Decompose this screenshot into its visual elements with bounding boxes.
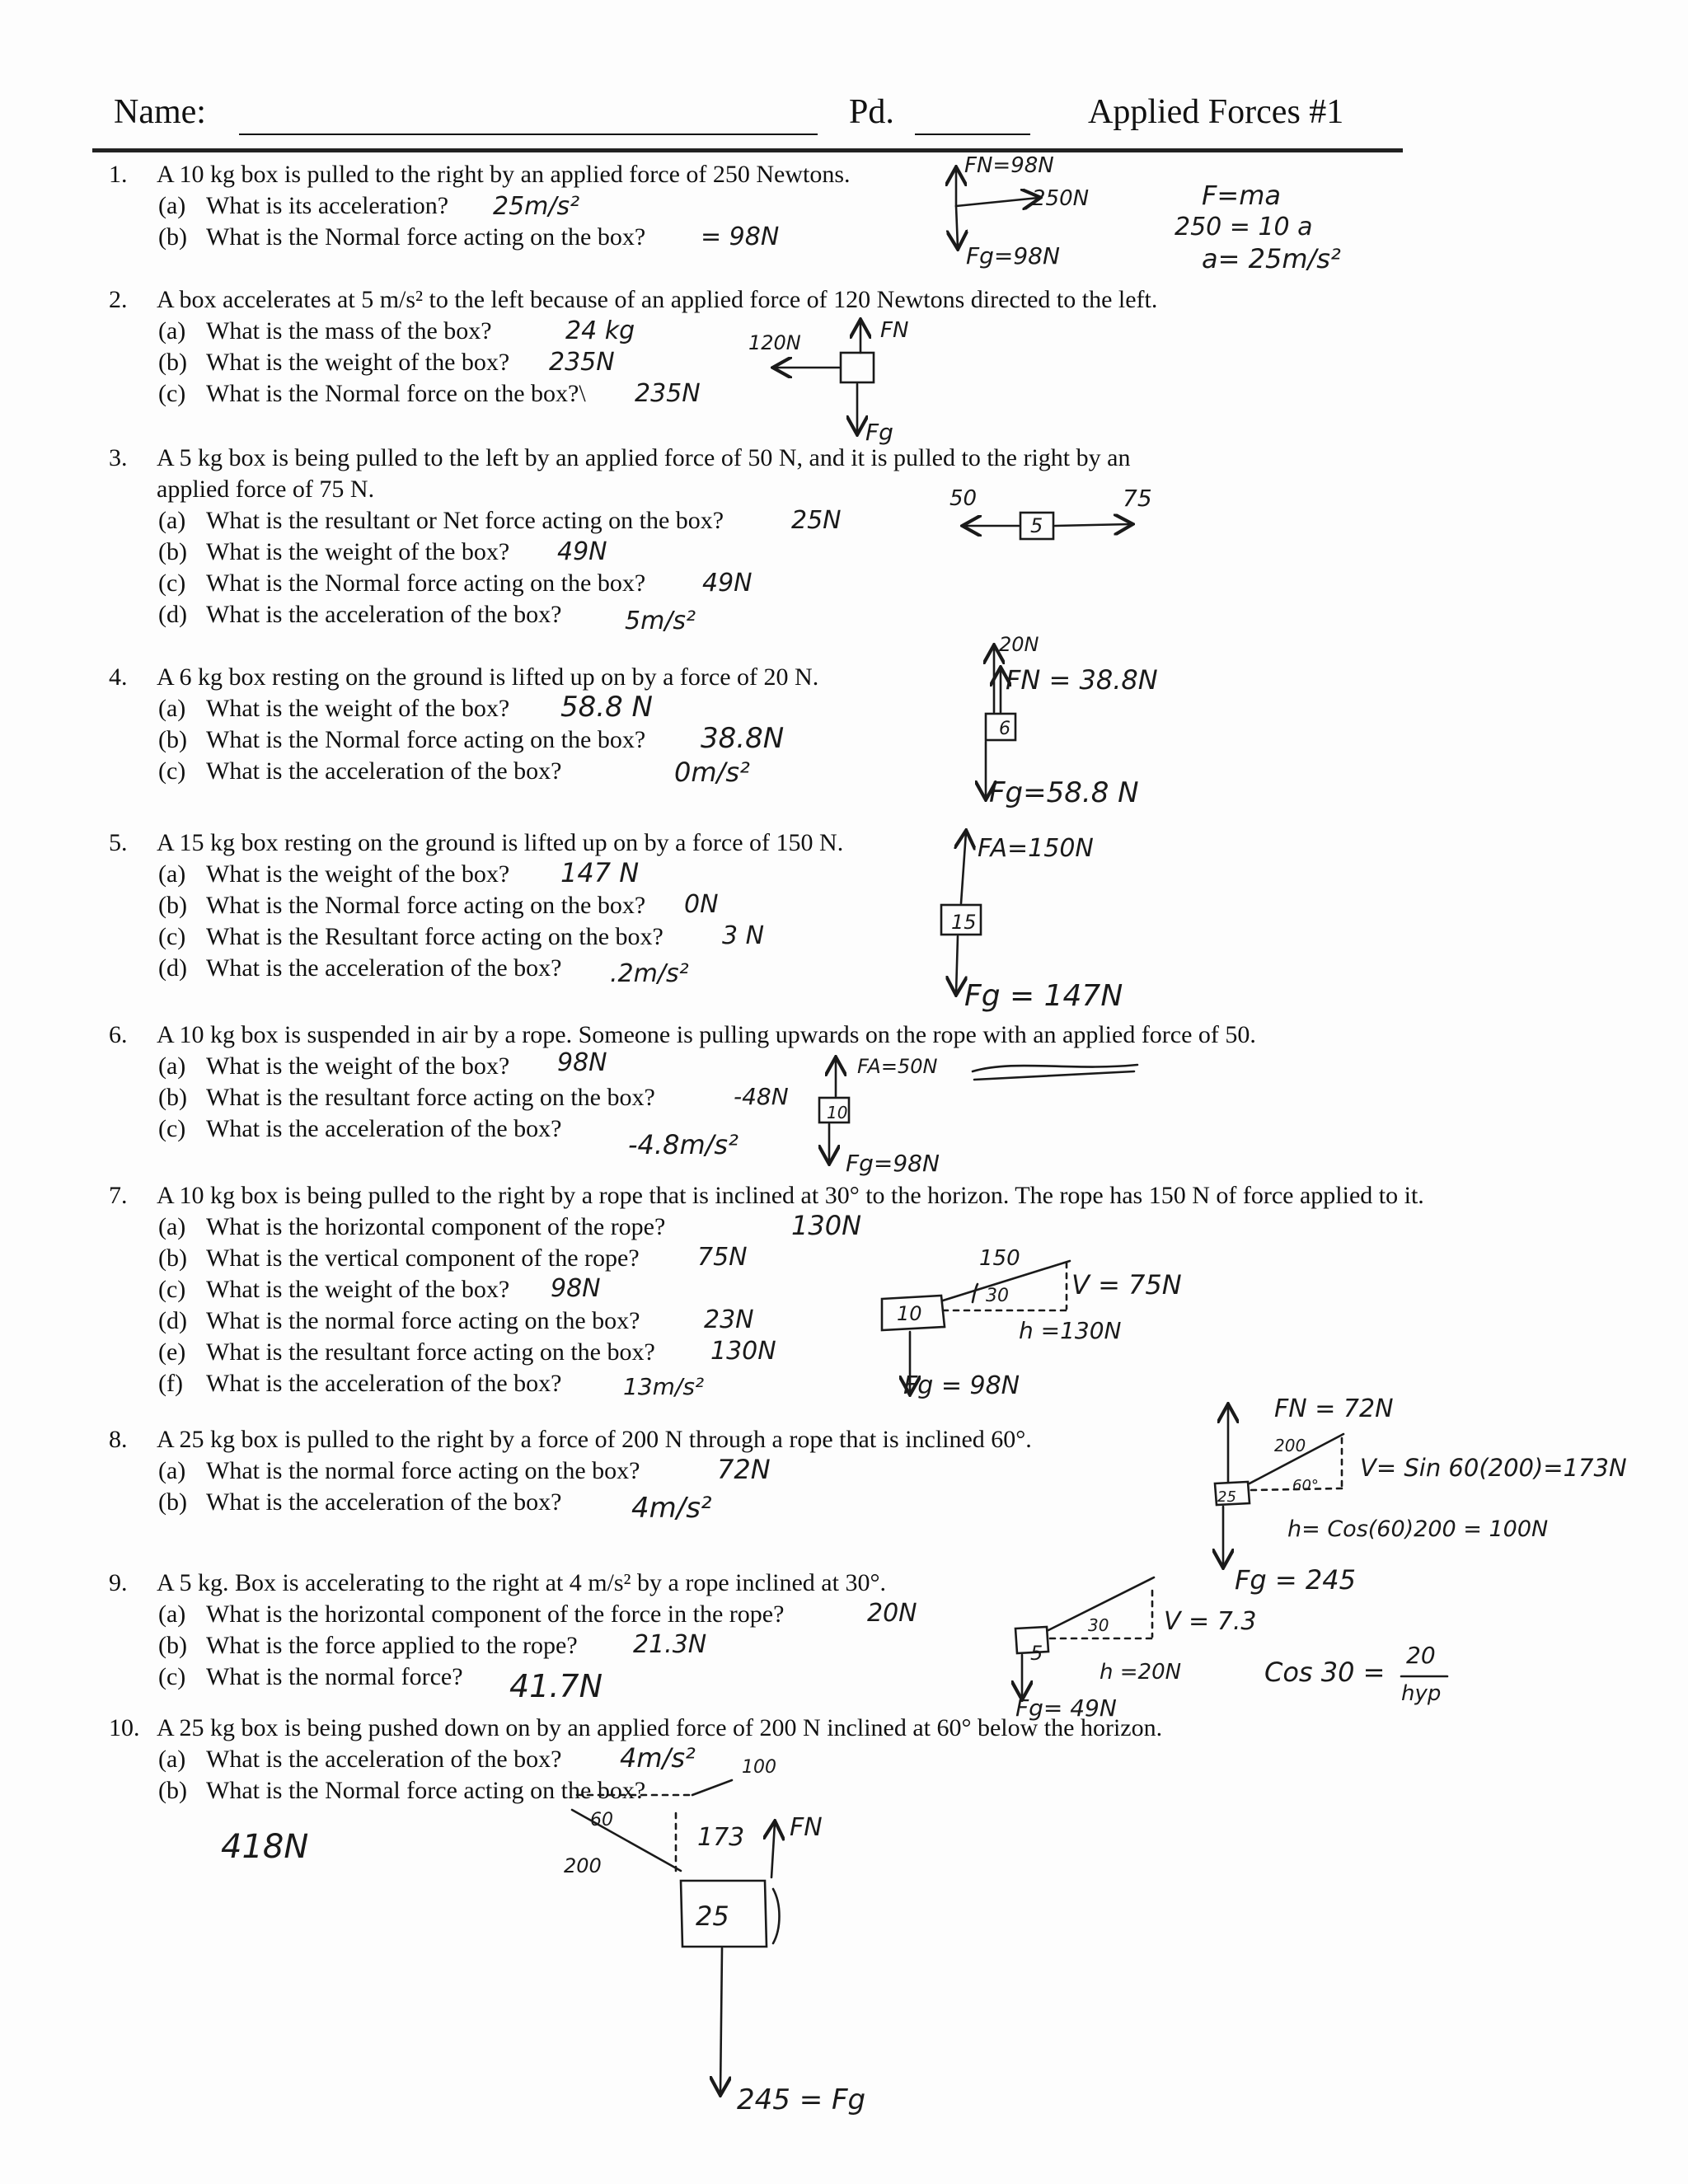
q10-normal-force-note: FN	[790, 1813, 823, 1842]
q4-box-mass-note: 6	[999, 719, 1010, 739]
q10-gravity-arrow	[720, 1948, 722, 2093]
q9-cosine-note: Cos 30 =	[1264, 1657, 1386, 1688]
question-7f-label: (f)	[158, 1370, 183, 1397]
answer-3c: 49N	[702, 569, 753, 598]
q8-rope-force-note: 200	[1274, 1436, 1306, 1455]
question-6a-label: (a)	[158, 1052, 186, 1080]
answer-5a: 147 N	[560, 857, 640, 888]
answer-7f: 13m/s²	[623, 1373, 705, 1400]
q10-box-mass-note: 25	[696, 1900, 729, 1932]
question-4c-label: (c)	[158, 757, 186, 785]
q1-normal-force-note: FN=98N	[964, 153, 1054, 178]
question-10a-text: What is the acceleration of the box?	[206, 1746, 562, 1773]
q4-normal-force-note: FN = 38.8N	[1006, 664, 1158, 696]
question-8a-text: What is the normal force acting on the box?	[206, 1457, 640, 1484]
question-7d-text: What is the normal force acting on the box?	[206, 1307, 640, 1334]
answer-2c: 235N	[635, 379, 701, 408]
question-4-text: A 6 kg box resting on the ground is lifted up on by a force of 20 N.	[157, 663, 819, 691]
q1-applied-arrow	[956, 198, 1039, 206]
answer-10b: 418N	[221, 1828, 309, 1866]
question-8b-label: (b)	[158, 1488, 187, 1516]
q10-horizontal-line	[692, 1780, 732, 1795]
q4-applied-force-note: 20N	[999, 633, 1039, 656]
question-6-number: 6.	[109, 1021, 128, 1048]
answer-1b: = 98N	[701, 223, 780, 251]
question-3d-label: (d)	[158, 601, 187, 628]
q7-box-mass-note: 10	[897, 1302, 922, 1325]
q10-horizontal-component-note: 100	[742, 1757, 776, 1778]
name-blank[interactable]	[239, 134, 818, 135]
page-title: Applied Forces #1	[1088, 93, 1344, 131]
question-5a-text: What is the weight of the box?	[206, 860, 510, 888]
question-3-number: 3.	[109, 444, 128, 471]
question-7a-label: (a)	[158, 1213, 186, 1240]
answer-9b: 21.3N	[633, 1630, 707, 1659]
q8-angle-note: 60°	[1292, 1477, 1319, 1494]
question-2a-text: What is the mass of the box?	[206, 317, 492, 344]
question-4a-label: (a)	[158, 695, 186, 722]
question-10-text: A 25 kg box is being pushed down on by an applied force of 200 N inclined at 60° below the horizon.	[157, 1714, 1163, 1741]
question-4-number: 4.	[109, 663, 128, 691]
question-3d-text: What is the acceleration of the box?	[206, 601, 562, 628]
question-7b-label: (b)	[158, 1244, 187, 1272]
q9-box-mass-note: 5	[1030, 1642, 1043, 1665]
question-3-text: A 5 kg box is being pulled to the left by an applied force of 50 N, and it is pulled to the right by an	[157, 444, 1131, 471]
q10-angle-note: 60	[590, 1810, 613, 1830]
question-9c-text: What is the normal force?	[206, 1663, 463, 1690]
answer-7a: 130N	[791, 1210, 862, 1241]
q9-cosine-numerator: 20	[1406, 1642, 1436, 1669]
q5-gravity-arrow	[956, 936, 958, 993]
question-6a-text: What is the weight of the box?	[206, 1052, 510, 1080]
answer-7e: 130N	[710, 1337, 776, 1366]
q7-rope-force-note: 150	[979, 1246, 1020, 1271]
question-8b-text: What is the acceleration of the box?	[206, 1488, 562, 1516]
question-7c-label: (c)	[158, 1276, 186, 1303]
question-5c-text: What is the Resultant force acting on the box?	[206, 923, 663, 950]
q8-horizontal-component-note: h= Cos(60)200 = 100N	[1287, 1516, 1549, 1542]
q7-angle-arc	[973, 1284, 978, 1302]
question-9-number: 9.	[109, 1569, 128, 1596]
answer-7b: 75N	[697, 1243, 748, 1272]
q7-horizontal-component-note: h =130N	[1019, 1317, 1122, 1344]
question-4b-label: (b)	[158, 726, 187, 753]
q6-gravity-note: Fg=98N	[846, 1150, 940, 1177]
question-1b-text: What is the Normal force acting on the box?	[206, 223, 646, 251]
question-7c-text: What is the weight of the box?	[206, 1276, 510, 1303]
question-1a-text: What is its acceleration?	[206, 192, 449, 219]
q10-box-bracket	[773, 1889, 780, 1943]
question-7-text: A 10 kg box is being pulled to the right by a rope that is inclined at 30° to the horizon. The rope has 150 N of force applied to it.	[157, 1182, 1424, 1209]
question-8a-label: (a)	[158, 1457, 186, 1484]
q2-box	[841, 353, 874, 382]
question-7a-text: What is the horizontal component of the rope?	[206, 1213, 666, 1240]
answer-4b: 38.8N	[701, 722, 785, 755]
question-2c-text: What is the Normal force on the box?\	[206, 380, 586, 407]
name-label: Name:	[114, 93, 206, 131]
question-3b-label: (b)	[158, 538, 187, 565]
answer-4a: 58.8 N	[560, 691, 653, 724]
question-3c-label: (c)	[158, 569, 186, 597]
q7-gravity-note: Fg = 98N	[903, 1371, 1020, 1400]
q6-box-mass-note: 10	[827, 1103, 848, 1122]
q1-equation-note: 250 = 10 a	[1175, 213, 1313, 241]
question-10b-label: (b)	[158, 1777, 187, 1804]
q7-angle-note: 30	[986, 1286, 1009, 1306]
question-3b-text: What is the weight of the box?	[206, 538, 510, 565]
q1-gravity-note: Fg=98N	[966, 242, 1060, 269]
question-3c-text: What is the Normal force acting on the box?	[206, 569, 646, 597]
answer-6a: 98N	[557, 1048, 607, 1077]
answer-2a: 24 kg	[565, 316, 635, 345]
question-5b-label: (b)	[158, 892, 187, 919]
q10-gravity-note: 245 = Fg	[737, 2083, 866, 2116]
question-9c-label: (c)	[158, 1663, 186, 1690]
question-9a-text: What is the horizontal component of the force in the rope?	[206, 1601, 785, 1628]
q2-normal-force-note: FN	[880, 318, 909, 343]
q8-normal-force-note: FN = 72N	[1274, 1394, 1394, 1423]
q4-gravity-note: Fg=58.8 N	[989, 776, 1139, 809]
question-3-text-continued: applied force of 75 N.	[157, 476, 375, 503]
question-7-number: 7.	[109, 1182, 128, 1209]
q2-applied-force-note: 120N	[748, 331, 801, 354]
q8-gravity-note: Fg = 245	[1235, 1564, 1356, 1596]
question-5c-label: (c)	[158, 923, 186, 950]
q8-box-mass-note: 25	[1217, 1488, 1236, 1506]
question-1a-label: (a)	[158, 192, 186, 219]
question-5b-text: What is the Normal force acting on the box?	[206, 892, 646, 919]
q1-gravity-arrow	[956, 206, 958, 247]
answer-8a: 72N	[717, 1454, 771, 1485]
answer-7c: 98N	[551, 1274, 601, 1303]
q5-box-mass-note: 15	[951, 911, 977, 934]
question-4b-text: What is the Normal force acting on the box?	[206, 726, 646, 753]
q7-vertical-component-note: V = 75N	[1071, 1269, 1182, 1301]
question-6-text: A 10 kg box is suspended in air by a rope. Someone is pulling upwards on the rope with an applied force of 50.	[157, 1021, 1256, 1048]
q2-gravity-note: Fg	[865, 419, 893, 446]
question-7f-text: What is the acceleration of the box?	[206, 1370, 562, 1397]
answer-5b: 0N	[684, 890, 719, 919]
q10-normal-arrow	[771, 1823, 775, 1877]
q1-applied-force-note: 250N	[1032, 186, 1090, 211]
q6-applied-force-note: FA=50N	[857, 1055, 938, 1078]
question-4c-text: What is the acceleration of the box?	[206, 757, 562, 785]
answer-4c: 0m/s²	[674, 757, 750, 788]
question-1-text: A 10 kg box is pulled to the right by an applied force of 250 Newtons.	[157, 161, 851, 188]
q3-right-force-note: 75	[1123, 485, 1152, 512]
question-7e-label: (e)	[158, 1338, 186, 1366]
answer-10a: 4m/s²	[620, 1742, 696, 1774]
question-10a-label: (a)	[158, 1746, 186, 1773]
answer-5d: .2m/s²	[610, 959, 689, 988]
answer-9c: 41.7N	[509, 1668, 603, 1704]
answer-7d: 23N	[704, 1305, 754, 1334]
question-2c-label: (c)	[158, 380, 186, 407]
q10-vertical-component-note: 173	[697, 1823, 745, 1852]
q9-cosine-denominator: hyp	[1401, 1681, 1442, 1706]
question-2a-label: (a)	[158, 317, 186, 344]
question-2-number: 2.	[109, 286, 128, 313]
question-3a-label: (a)	[158, 507, 186, 534]
q1-equation-note: a= 25m/s²	[1202, 243, 1341, 274]
period-label: Pd.	[849, 93, 894, 131]
question-6b-text: What is the resultant force acting on the box?	[206, 1084, 655, 1111]
question-5d-label: (d)	[158, 954, 187, 982]
q9-gravity-note: Fg= 49N	[1015, 1694, 1117, 1722]
answer-3b: 49N	[557, 537, 607, 566]
question-5d-text: What is the acceleration of the box?	[206, 954, 562, 982]
q9-vertical-component-note: V = 7.3	[1164, 1607, 1257, 1636]
answer-3a: 25N	[791, 506, 842, 535]
q6-scribble	[973, 1065, 1137, 1080]
question-5-text: A 15 kg box resting on the ground is lifted up on by a force of 150 N.	[157, 829, 844, 856]
question-2b-label: (b)	[158, 349, 187, 376]
q1-free-body-diagram	[956, 169, 1039, 247]
question-7e-text: What is the resultant force acting on the box?	[206, 1338, 655, 1366]
question-1b-label: (b)	[158, 223, 187, 251]
question-9a-label: (a)	[158, 1601, 186, 1628]
answer-8b: 4m/s²	[631, 1492, 712, 1525]
question-9b-label: (b)	[158, 1632, 187, 1659]
header-rule	[92, 148, 1403, 152]
q5-gravity-note: Fg = 147N	[964, 979, 1123, 1013]
question-6c-label: (c)	[158, 1115, 186, 1142]
question-6b-label: (b)	[158, 1084, 187, 1111]
question-3a-text: What is the resultant or Net force acting on the box?	[206, 507, 724, 534]
question-7d-label: (d)	[158, 1307, 187, 1334]
answer-9a: 20N	[867, 1599, 917, 1628]
answer-3d: 5m/s²	[625, 607, 696, 635]
question-10b-text: What is the Normal force acting on the box?	[206, 1777, 646, 1804]
q3-left-force-note: 50	[950, 486, 978, 511]
question-6c-text: What is the acceleration of the box?	[206, 1115, 562, 1142]
answer-1a: 25m/s²	[493, 192, 580, 221]
question-8-text: A 25 kg box is pulled to the right by a force of 200 N through a rope that is inclined 60°.	[157, 1426, 1032, 1453]
question-10-number: 10.	[109, 1714, 140, 1741]
period-blank[interactable]	[915, 134, 1030, 135]
answer-6c: -4.8m/s²	[628, 1129, 738, 1160]
q8-vertical-component-note: V= Sin 60(200)=173N	[1360, 1454, 1627, 1482]
answer-5c: 3 N	[722, 921, 765, 950]
question-8-number: 8.	[109, 1426, 128, 1453]
q10-applied-force-note: 200	[564, 1854, 602, 1877]
q3-free-body-diagram	[964, 513, 1131, 539]
question-2-text: A box accelerates at 5 m/s² to the left because of an applied force of 120 Newtons directed to the left.	[157, 286, 1158, 313]
question-2b-text: What is the weight of the box?	[206, 349, 510, 376]
answer-2b: 235N	[549, 348, 615, 377]
q9-angle-note: 30	[1088, 1615, 1109, 1635]
q5-applied-force-note: FA=150N	[978, 834, 1094, 863]
q9-horizontal-component-note: h =20N	[1100, 1660, 1182, 1685]
q3-box-mass-note: 5	[1030, 514, 1043, 537]
question-5-number: 5.	[109, 829, 128, 856]
question-4a-text: What is the weight of the box?	[206, 695, 510, 722]
q3-right-arrow	[1055, 524, 1131, 526]
question-9-text: A 5 kg. Box is accelerating to the right at 4 m/s² by a rope inclined at 30°.	[157, 1569, 886, 1596]
question-7b-text: What is the vertical component of the rope?	[206, 1244, 640, 1272]
answer-6b: -48N	[734, 1083, 789, 1110]
question-1-number: 1.	[109, 161, 128, 188]
question-9b-text: What is the force applied to the rope?	[206, 1632, 578, 1659]
q1-equation-note: F=ma	[1202, 180, 1281, 211]
question-5a-label: (a)	[158, 860, 186, 888]
q5-applied-arrow	[961, 832, 966, 903]
